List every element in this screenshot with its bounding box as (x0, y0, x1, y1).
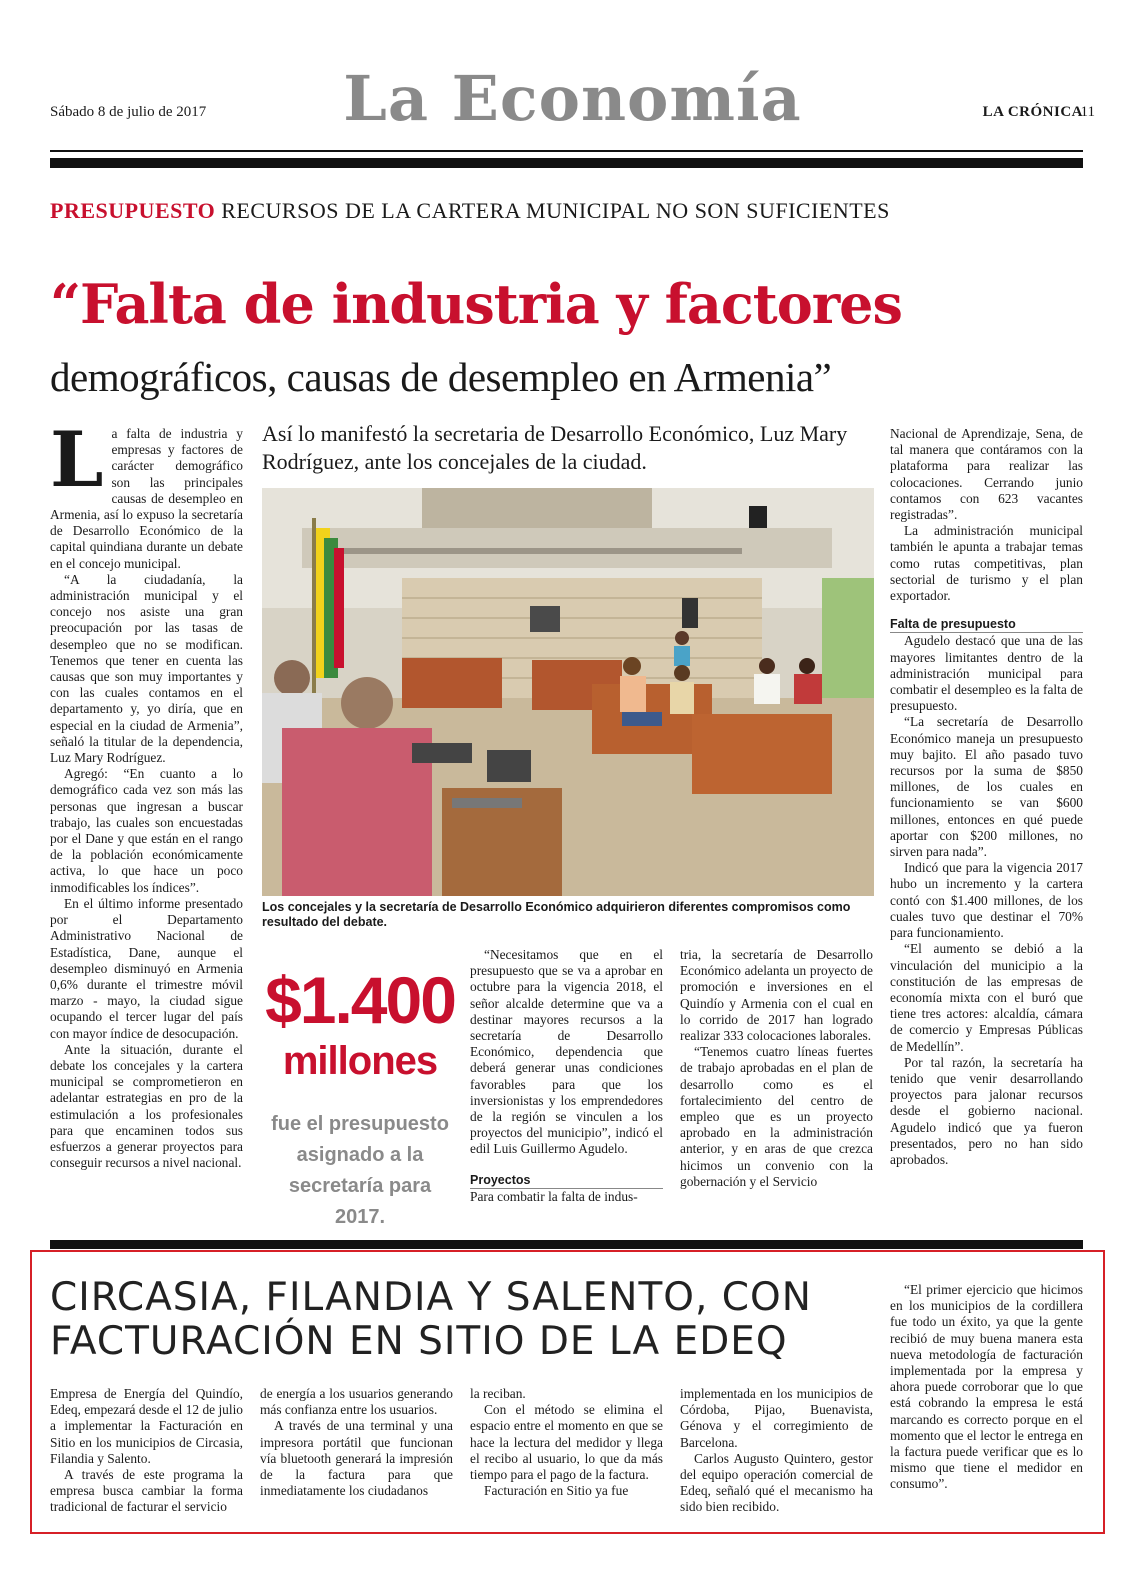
paragraph: Agregó: “En cuanto a lo demográfico cada vez son más las personas que ingresan a buscar trabajo, las cuales son encuestadas por el Dane y que están en el rango de la población económicamente activa, lo que hace un poco inmodificables los índices”. (50, 766, 243, 895)
paragraph: “A la ciudadanía, la administración municipal y el concejo nos asiste una gran preocupación por las tasas de desempleo que no se modifican. Tenemos que tener en cuenta las causas que son muy importantes y con las cuales contamos en el departamento y, yo diría, que en especial en la ciudad de Armenia”, señaló la titular de la dependencia, Luz Mary Rodríguez. (50, 571, 243, 766)
paragraph: Indicó que para la vigencia 2017 hubo un incremento y la cartera contó con $1.400 millones, de los cuales tuvo que destinar el 70% para funcionamiento. (890, 860, 1083, 941)
headline-line-1: “Falta de industria y factores (50, 272, 902, 336)
paragraph: Nacional de Aprendizaje, Sena, de tal manera que contáramos con la plataforma para realizar las colocaciones. Cerrando junio contamos con 623 vacantes registradas”. (890, 426, 1083, 523)
budget-highlight (262, 965, 458, 1233)
paragraph: a falta de industria y empresas y factores de carácter demográfico son las principales causas de desempleo en Armenia, así lo expuso la secretaría de Desarrollo Económico de la capital quindiana durante un debate en el concejo municipal. (50, 426, 243, 571)
box-column-1 (50, 1386, 243, 1516)
paragraph: “La secretaría de Desarrollo Económico maneja un presupuesto muy bajito. El año pasado tuvo recursos por la suma de $850 millones, de los cuales en funcionamiento se van $600 millones, entonces en qué puede aportar con $200 millones, no sirven para nada”. (890, 714, 1083, 860)
council-photo (262, 488, 874, 896)
paragraph: Agudelo destacó que una de las mayores limitantes dentro de la administración municipal para combatir el desempleo es la falta de presupuesto. (890, 633, 1083, 714)
subhead-falta-de-presupuesto: Falta de presupuesto (890, 616, 1083, 633)
paragraph: de energía a los usuarios generando más confianza entre los usuarios. (260, 1386, 453, 1418)
box-headline: CIRCASIA, FILANDIA Y SALENTO, CON FACTURACIÓN EN SITIO DE LA EDEQ (50, 1275, 812, 1364)
kicker-text: RECURSOS DE LA CARTERA MUNICIPAL NO SON SUFICIENTES (221, 198, 890, 223)
section-title: La Economía (343, 62, 802, 135)
paragraph: Carlos Augusto Quintero, gestor del equipo operación comercial de Edeq, señaló qué el mecanismo ha sido bien recibido. (680, 1450, 873, 1515)
kicker-topic: PRESUPUESTO (50, 198, 216, 223)
issue-date: Sábado 8 de julio de 2017 (50, 104, 207, 120)
drop-cap: L (50, 415, 104, 504)
paragraph: En el último informe presentado por el Departamento Administrativo Nacional de Estadística, Dane, aunque el desempleo disminuyó en Armenia 0,6% durante el trimestre móvil marzo - mayo, la ciudad sigue ocupando el tercer lugar del país con mayor índice de desocupación. (50, 895, 243, 1041)
box-top-rule (50, 1240, 1083, 1249)
budget-description: fue el presupuesto asignado a la secretaría para 2017. (271, 1113, 449, 1228)
box-column-5 (890, 1282, 1083, 1493)
paragraph: La administración municipal también le apunta a trabajar temas como rutas competitivas, plan sectorial de turismo y el plan exportador. (890, 523, 1083, 604)
header-rule-thin (50, 150, 1083, 152)
paragraph: Ante la situación, durante el debate los concejales y la cartera municipal se comprometieron en adelantar estrategias en pro de la estimulación a los profesionales para que encaminen todos sus esfuerzos a generar proyectos para conseguir recursos a nivel nacional. (50, 1041, 243, 1171)
budget-unit: millones (282, 1039, 438, 1083)
paragraph: “El aumento se debió a la vinculación del municipio a la constitución de las empresas de economía mixta con el buró que tiene tres actores: alcaldía, cámara de comercio y Empresas Públicas de Medellín”. (890, 941, 1083, 1054)
box-column-4 (680, 1386, 873, 1516)
subhead-proyectos: Proyectos (470, 1172, 663, 1189)
header-rule-thick (50, 158, 1083, 168)
box-column-2 (260, 1386, 453, 1499)
paragraph: Empresa de Energía del Quindío, Edeq, empezará desde el 12 de julio a implementar la Facturación en Sitio en los municipios de Circasia, Filandia y Salento. (50, 1386, 243, 1466)
paragraph: Facturación en Sitio ya fue (484, 1483, 629, 1499)
paragraph: “Tenemos cuatro líneas fuertes de trabajo aprobadas en el plan de desarrollo como es el fortalecimiento del centro de empleo que es un proyecto aprobado en la administración anterior, y en aras de que crezca hicimos un convenio con la gobernación y el Servicio (680, 1044, 873, 1189)
paragraph: Con el método se elimina el espacio entre el momento en que se hace la lectura del medidor y llega el recibo al usuario, lo que da más tiempo para el pago de la factura. (470, 1402, 663, 1483)
article-deck: Así lo manifestó la secretaria de Desarrollo Económico, Luz Mary Rodríguez, ante los concejales de la ciudad. (262, 421, 848, 474)
paragraph: Por tal razón, la secretaría ha tenido que venir desarrollando proyectos para jalonar recursos desde el gobierno nacional. Agudelo indicó que ya fueron presentados, pero no han sido aprobados. (890, 1054, 1083, 1167)
photo-caption: Los concejales y la secretaría de Desarrollo Económico adquirieron diferentes compromisos como resultado del debate. (262, 900, 851, 929)
page-number: 11 (1080, 104, 1095, 120)
paragraph: la reciban. (470, 1386, 526, 1401)
paragraph: “Necesitamos que en el presupuesto que se va a aprobar en octubre para la vigencia 2018, el señor alcalde determine que va a destinar mayores recursos a la secretaría de Desarrollo Económico, dependencia que deberá generar unas condiciones favorables para que los inversionistas y los emprendedores de la región se vinculen a los proyectos del municipio”, indicó el edil Luis Guillermo Agudelo. (470, 947, 663, 1157)
article-column-4 (680, 947, 873, 1190)
paragraph: tria, la secretaría de Desarrollo Económico adelanta un proyecto de promoción e inversiones en el Quindío y Armenia con el cual en lo corrido de 2017 han logrado realizar 333 colocaciones laborales. (680, 947, 873, 1044)
headline-line-2: demográficos, causas de desempleo en Armenia” (50, 354, 832, 400)
paragraph: “El primer ejercicio que hicimos en los municipios de la cordillera fue todo un éxito, ya que la gente recibió de muy buena manera esta nueva metodología de facturación implementada por la empresa y ahora puede corroborar que lo que está cobrando la empresa le está marcando es correcto porque en el momento que el lector le entrega en la factura puede verificar que es lo mismo que tiene el medidor en consumo”. (890, 1282, 1083, 1492)
newspaper-name: LA CRÓNICA (982, 104, 1083, 120)
article-column-5 (890, 426, 1083, 1168)
article-column-1 (50, 415, 243, 1171)
paragraph: A través de una terminal y una impresora portátil que funcionan vía bluetooth generará la impresión de la factura para que inmediatamente los ciudadanos (260, 1418, 453, 1499)
paragraph: Para combatir la falta de indus- (470, 1188, 638, 1204)
paragraph: A través de este programa la empresa busca cambiar la forma tradicional de facturar el servicio (50, 1467, 243, 1515)
paragraph: implementada en los municipios de Córdoba, Pijao, Buenavista, Génova y el corregimiento de Barcelona. (680, 1386, 873, 1450)
box-column-3 (470, 1386, 663, 1499)
council-photo-illustration (262, 488, 874, 896)
article-column-3 (470, 947, 663, 1205)
budget-amount: $1.400 (265, 963, 455, 1037)
kicker (50, 198, 890, 224)
